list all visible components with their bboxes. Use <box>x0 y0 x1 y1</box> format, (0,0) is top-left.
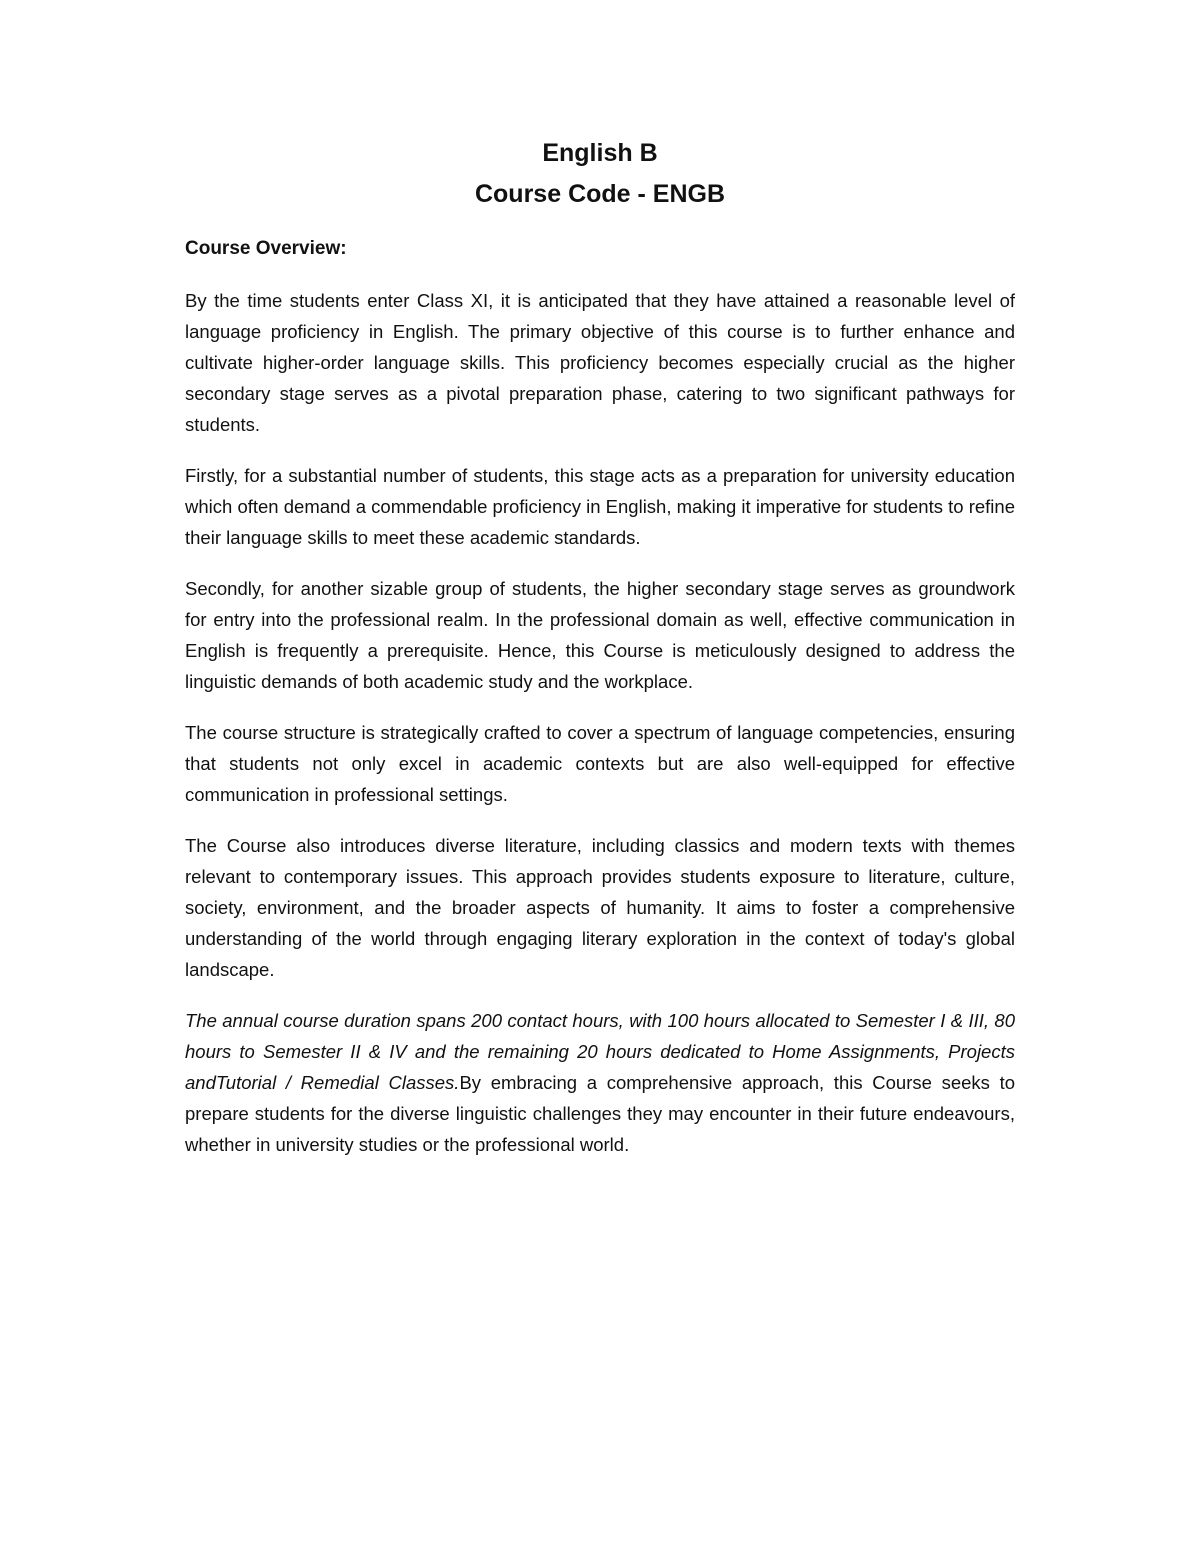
paragraph-firstly: Firstly, for a substantial number of students, this stage acts as a preparation for university education which often demand a commendable proficiency in English, making it imperative for students to refine their language skills to meet these academic standards. <box>185 465 1015 548</box>
overview-heading: Course Overview: <box>185 238 347 259</box>
course-code: Course Code - ENGB <box>474 180 726 208</box>
document-content <box>185 134 1015 1160</box>
paragraph-secondly: Secondly, for another sizable group of students, the higher secondary stage serves as groundwork for entry into the professional realm. In the professional domain as well, effective communication in English is frequently a prerequisite. Hence, this Course is meticulously designed to address the linguistic demands of both academic study and the workplace. <box>185 578 1015 692</box>
document-title: English B <box>542 139 658 167</box>
paragraph-duration <box>185 1005 1015 1160</box>
paragraph-intro: By the time students enter Class XI, it is anticipated that they have attained a reasonable level of language proficiency in English. The primary objective of this course is to further enhance and cultivate higher-order language skills. This proficiency becomes especially crucial as the higher secondary stage serves as a pivotal preparation phase, catering to two significant pathways for students. <box>185 290 1015 435</box>
paragraph-structure: The course structure is strategically crafted to cover a spectrum of language competencies, ensuring that students not only excel in academic contexts but are also well-equipped for effective communication in professional settings. <box>185 722 1015 805</box>
paragraph-literature: The Course also introduces diverse literature, including classics and modern texts with themes relevant to contemporary issues. This approach provides students exposure to literature, culture, society, environment, and the broader aspects of humanity. It aims to foster a comprehensive understanding of the world through engaging literary exploration in the context of today's global landscape. <box>185 835 1015 980</box>
duration-regular-text: By embracing a comprehensive approach, this Course seeks to prepare students for the diverse linguistic challenges they may encounter in their future endeavours, whether in university studies or the professional world. <box>185 1072 1016 1155</box>
duration-italic-text: The annual course duration spans 200 contact hours, with 100 hours allocated to Semester I & III, 80 hours to Semester II & IV and the remaining 20 hours dedicated to Home Assignments, Projects andTutorial / Remedial Classes. <box>185 1010 1015 1093</box>
